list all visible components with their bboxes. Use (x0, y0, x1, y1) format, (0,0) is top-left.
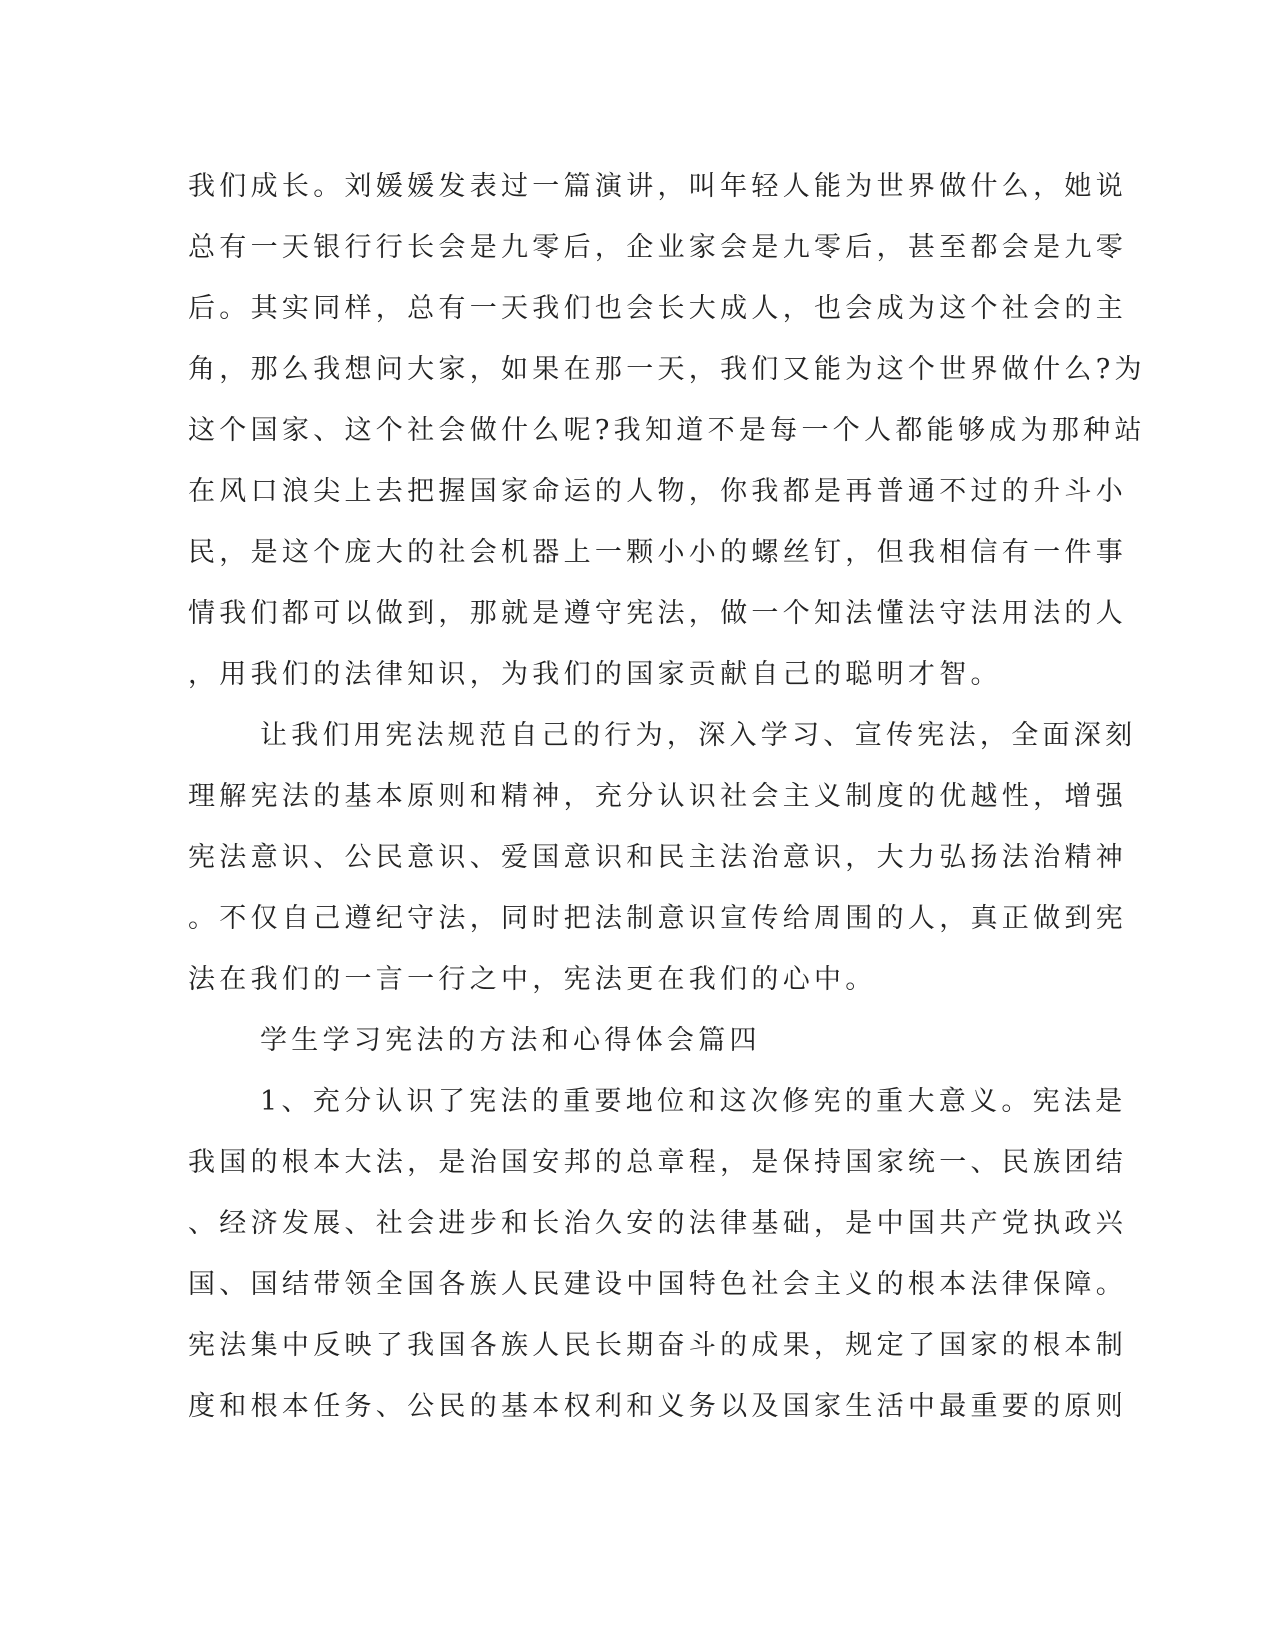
document-body (188, 156, 1146, 1437)
text-line: 。不仅自己遵纪守法，同时把法制意识宣传给周围的人，真正做到宪 (188, 903, 1127, 934)
text-line: 理解宪法的基本原则和精神，充分认识社会主义制度的优越性，增强 (188, 781, 1127, 812)
text-line: 我国的根本大法，是治国安邦的总章程，是保持国家统一、民族团结 (188, 1147, 1127, 1178)
section-heading: 学生学习宪法的方法和心得体会篇四 (260, 1025, 761, 1056)
paragraph-start-line: 1、充分认识了宪法的重要地位和这次修宪的重大意义。宪法是 (260, 1086, 1127, 1117)
text-line: 宪法意识、公民意识、爱国意识和民主法治意识，大力弘扬法治精神 (188, 842, 1127, 873)
text-line: 度和根本任务、公民的基本权利和义务以及国家生活中最重要的原则 (188, 1391, 1127, 1422)
text-line: 、经济发展、社会进步和长治久安的法律基础，是中国共产党执政兴 (188, 1208, 1127, 1239)
text-line: 情我们都可以做到，那就是遵守宪法，做一个知法懂法守法用法的人 (188, 598, 1127, 629)
text-line: 角，那么我想问大家，如果在那一天，我们又能为这个世界做什么?为 (188, 354, 1146, 385)
text-line: 后。其实同样，总有一天我们也会长大成人，也会成为这个社会的主 (188, 293, 1127, 324)
text-line: 民，是这个庞大的社会机器上一颗小小的螺丝钉，但我相信有一件事 (188, 537, 1127, 568)
text-line: 法在我们的一言一行之中，宪法更在我们的心中。 (188, 964, 877, 995)
paragraph-start-line: 让我们用宪法规范自己的行为，深入学习、宣传宪法，全面深刻 (260, 720, 1137, 751)
text-line: 我们成长。刘媛媛发表过一篇演讲，叫年轻人能为世界做什么，她说 (188, 171, 1127, 202)
text-line: 在风口浪尖上去把握国家命运的人物，你我都是再普通不过的升斗小 (188, 476, 1127, 507)
text-line: 宪法集中反映了我国各族人民长期奋斗的成果，规定了国家的根本制 (188, 1330, 1127, 1361)
text-line: 国、国结带领全国各族人民建设中国特色社会主义的根本法律保障。 (188, 1269, 1127, 1300)
text-line: 总有一天银行行长会是九零后，企业家会是九零后，甚至都会是九零 (188, 232, 1127, 263)
text-line: ，用我们的法律知识，为我们的国家贡献自己的聪明才智。 (188, 659, 1002, 690)
text-line: 这个国家、这个社会做什么呢?我知道不是每一个人都能够成为那种站 (188, 415, 1146, 446)
